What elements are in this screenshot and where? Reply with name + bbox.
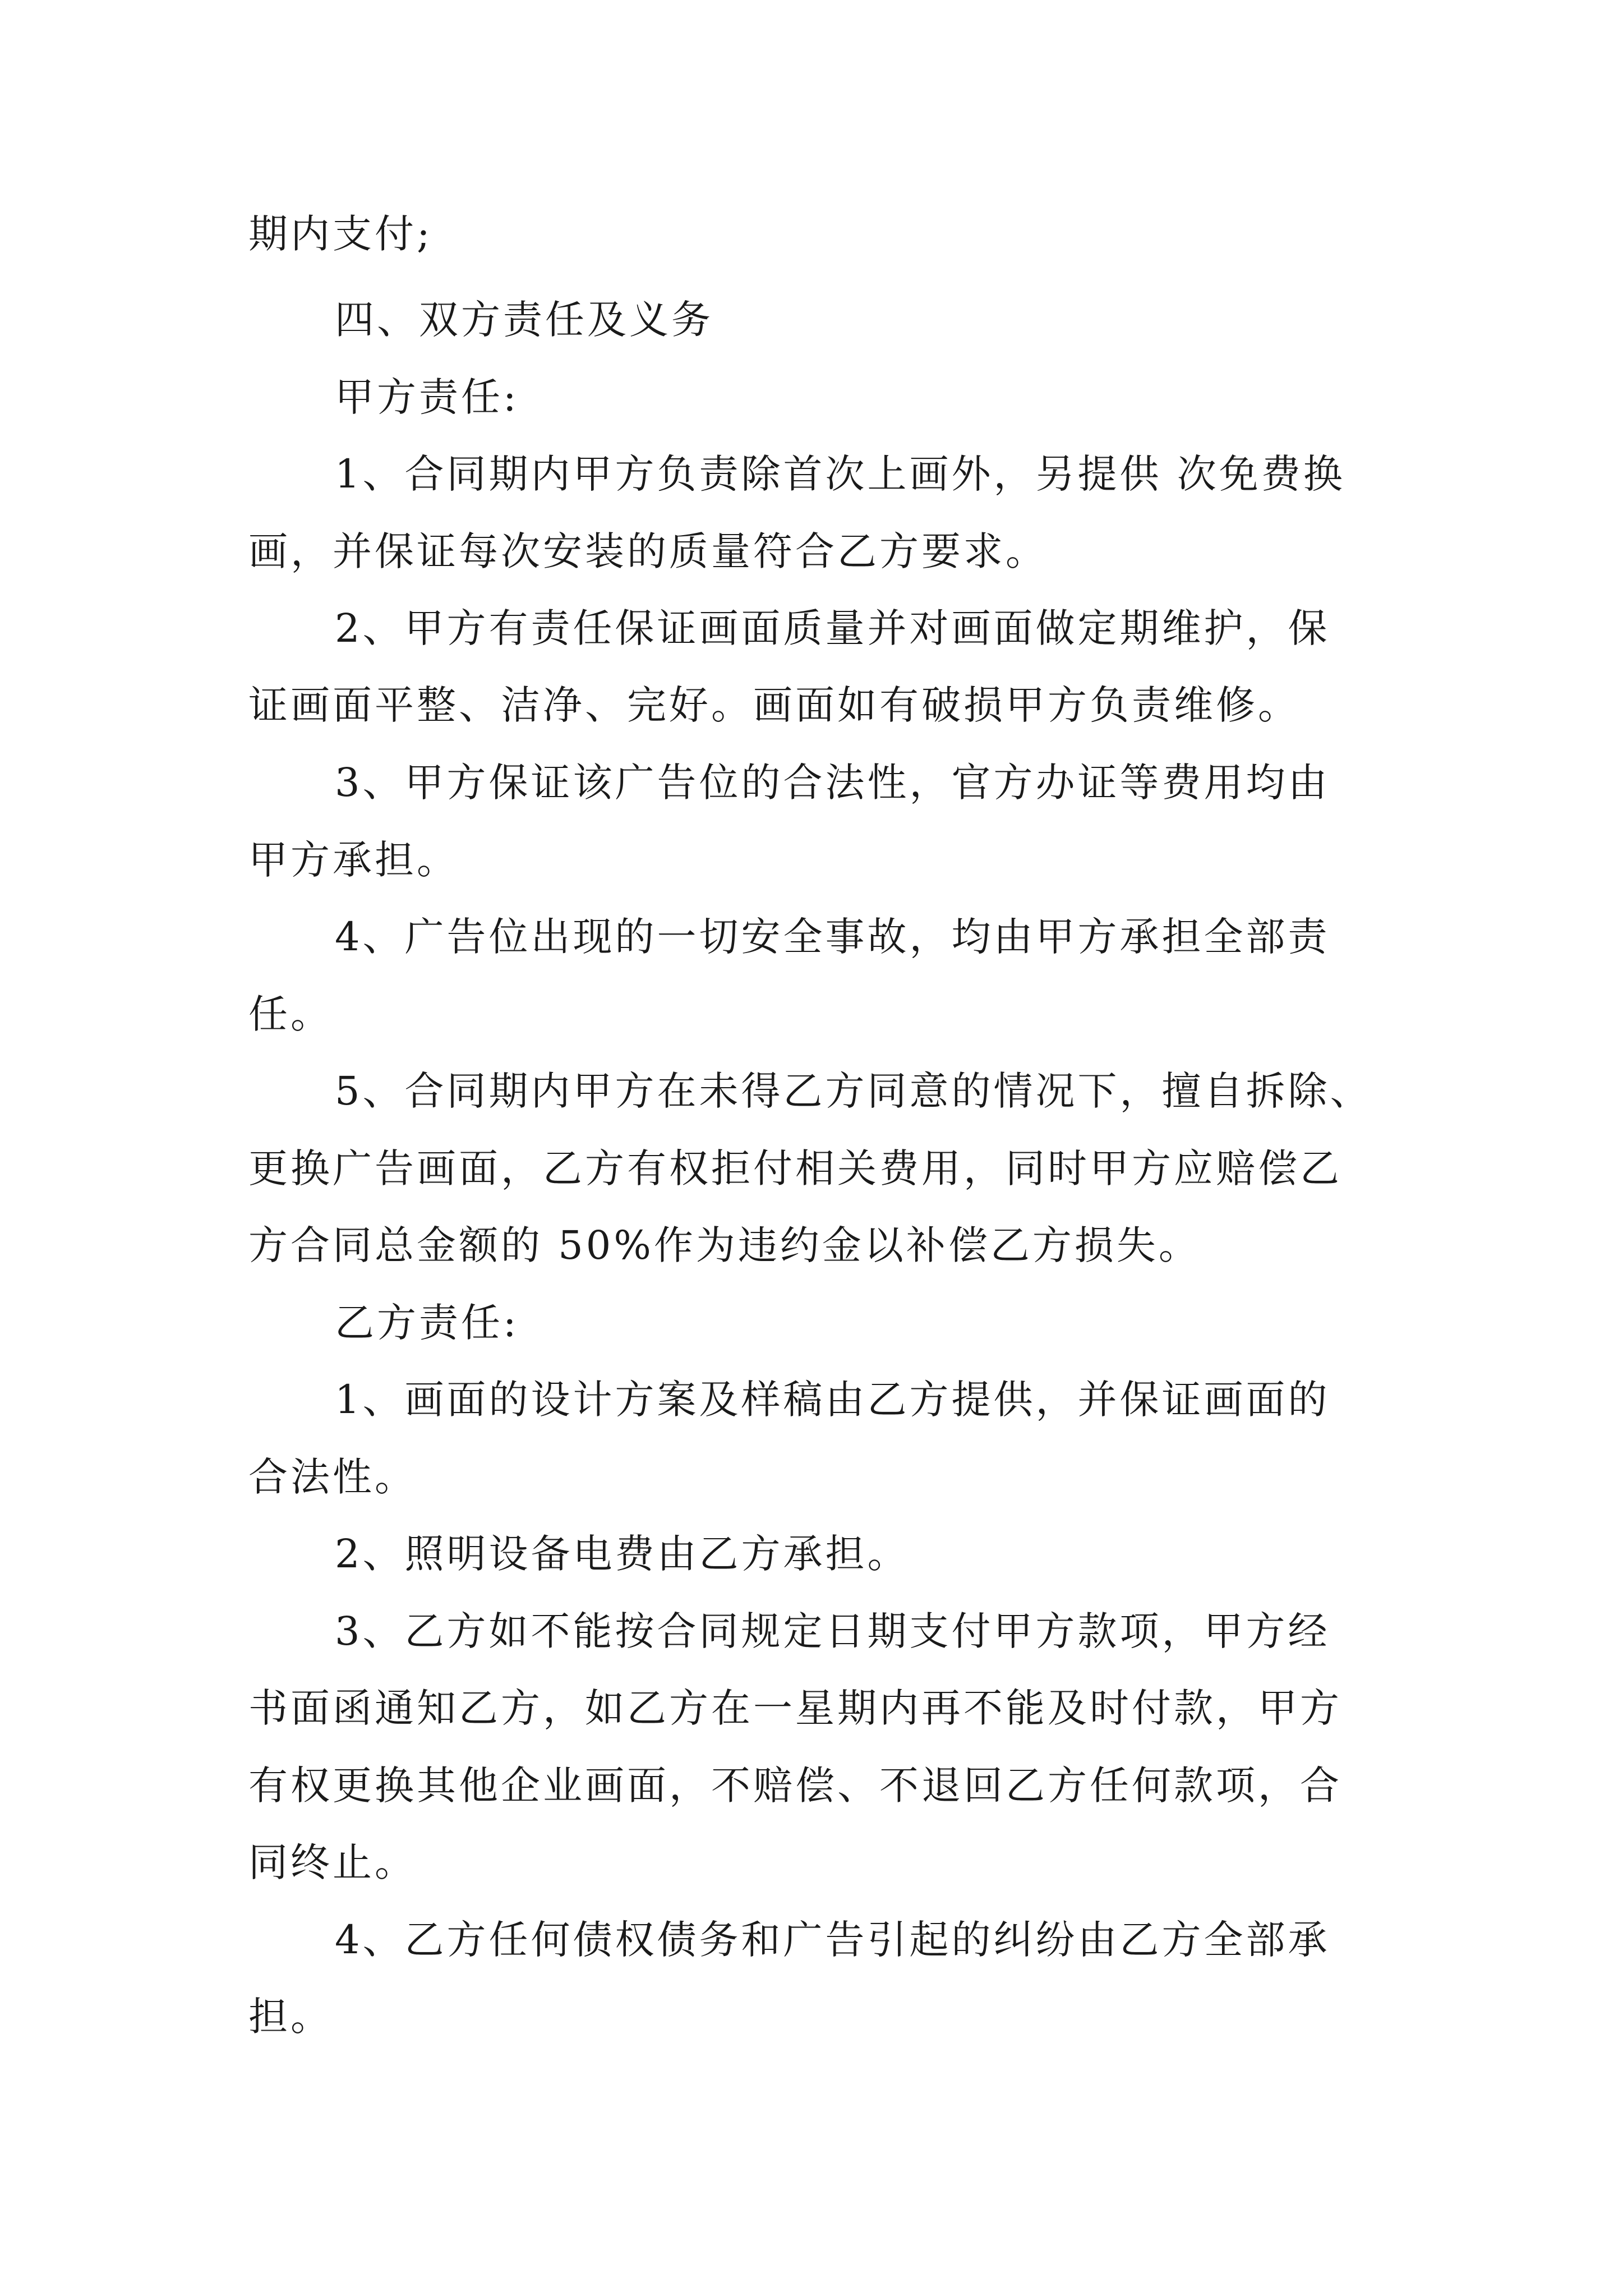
text-line: 3、乙方如不能按合同规定日期支付甲方款项，甲方经 — [335, 1608, 1330, 1654]
text-line: 1、合同期内甲方负责除首次上画外，另提供 次免费换 — [335, 451, 1345, 497]
subsection-heading: 甲方责任: — [335, 374, 519, 420]
text-line: 2、照明设备电费由乙方承担。 — [335, 1531, 910, 1577]
text-line: 有权更换其他企业画面，不赔偿、不退回乙方任何款项，合 — [248, 1763, 1342, 1809]
subsection-heading: 乙方责任: — [335, 1300, 519, 1346]
text-line: 同终止。 — [248, 1839, 417, 1885]
text-line: 更换广告画面，乙方有权拒付相关费用，同时甲方应赔偿乙 — [248, 1145, 1342, 1191]
text-line: 担。 — [248, 1994, 333, 2040]
text-line: 任。 — [248, 991, 333, 1037]
text-line: 画，并保证每次安装的质量符合乙方要求。 — [248, 528, 1048, 574]
text-line: 4、广告位出现的一切安全事故，均由甲方承担全部责 — [335, 914, 1330, 960]
text-line: 方合同总金额的 50%作为违约金以补偿乙方损失。 — [248, 1222, 1201, 1268]
text-line: 3、甲方保证该广告位的合法性，官方办证等费用均由 — [335, 760, 1330, 806]
text-line: 合法性。 — [248, 1454, 417, 1500]
text-line: 证画面平整、洁净、完好。画面如有破损甲方负责维修。 — [248, 682, 1300, 728]
text-line: 4、乙方任何债权债务和广告引起的纠纷由乙方全部承 — [335, 1917, 1330, 1963]
section-heading: 四、双方责任及义务 — [335, 297, 713, 343]
text-line: 1、画面的设计方案及样稿由乙方提供，并保证画面的 — [335, 1377, 1330, 1423]
text-line: 5、合同期内甲方在未得乙方同意的情况下，擅自拆除、 — [335, 1068, 1372, 1114]
text-line: 2、甲方有责任保证画面质量并对画面做定期维护，保 — [335, 605, 1330, 651]
text-line: 甲方承担。 — [248, 837, 459, 883]
text-line: 期内支付; — [248, 211, 433, 257]
text-line: 书面函通知乙方，如乙方在一星期内再不能及时付款，甲方 — [248, 1685, 1342, 1731]
